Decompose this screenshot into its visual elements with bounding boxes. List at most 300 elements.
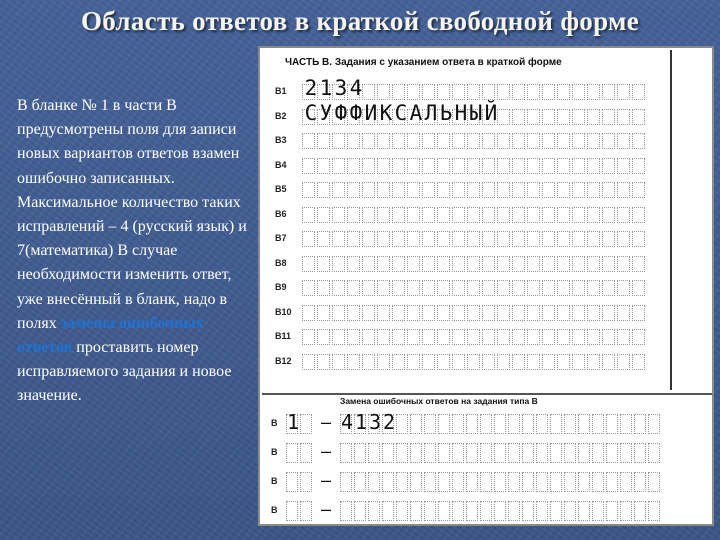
replacement-value-cells (340, 501, 662, 521)
answer-cell (482, 84, 495, 100)
answer-cell (572, 280, 585, 296)
answer-cell (302, 329, 315, 345)
answer-cell (332, 182, 345, 198)
replacement-cell (606, 501, 618, 521)
answer-cell (527, 280, 540, 296)
answer-cell (467, 133, 480, 149)
replacement-cell (466, 501, 478, 521)
replacement-cell (620, 472, 632, 492)
answer-cell (317, 329, 330, 345)
answer-cell (437, 231, 450, 247)
answer-row (260, 156, 665, 178)
task-number-cells (286, 443, 314, 463)
replacement-cell (634, 414, 646, 434)
answer-cell (512, 354, 525, 370)
answer-cell (527, 329, 540, 345)
answer-cell (452, 182, 465, 198)
answer-cells (302, 303, 647, 323)
answer-cell (632, 305, 645, 321)
answer-cell (482, 256, 495, 272)
replacement-cell (452, 414, 464, 434)
answer-cell (437, 305, 450, 321)
replacement-cell (508, 414, 520, 434)
answer-cells (302, 156, 647, 176)
answer-cell (632, 182, 645, 198)
answer-cell (617, 84, 630, 100)
answer-row (260, 131, 665, 153)
answer-cell (422, 305, 435, 321)
answer-row (260, 229, 665, 251)
replacement-cell (424, 472, 436, 492)
replacement-cell (480, 443, 492, 463)
row-label: B4 (275, 159, 287, 170)
replacement-row (260, 468, 710, 498)
replacement-cell (536, 501, 548, 521)
replacement-cell (536, 472, 548, 492)
answer-cell (347, 133, 360, 149)
answer-cell (392, 207, 405, 223)
answer-cell (377, 329, 390, 345)
replacement-cell (438, 414, 450, 434)
answer-cell (632, 207, 645, 223)
answer-cell (317, 256, 330, 272)
answer-cell (527, 109, 540, 125)
answer-cell (332, 256, 345, 272)
answer-cell (542, 354, 555, 370)
answer-cell (497, 182, 510, 198)
text-part-2: проставить номер исправляемого задания и новое значение. (17, 339, 232, 405)
replacement-cell (648, 443, 660, 463)
answer-cell (512, 305, 525, 321)
answer-cell (617, 305, 630, 321)
task-number-cell (300, 472, 312, 492)
answer-cell (497, 305, 510, 321)
answer-cell (497, 256, 510, 272)
answer-cell (422, 231, 435, 247)
replacement-cell (382, 443, 394, 463)
answer-cell (512, 158, 525, 174)
replacement-cell (648, 472, 660, 492)
answer-cell (332, 158, 345, 174)
answer-cell (437, 84, 450, 100)
answer-cell (557, 280, 570, 296)
replacement-cell (606, 414, 618, 434)
answer-cell (482, 231, 495, 247)
answer-cell (542, 182, 555, 198)
answer-cell (437, 158, 450, 174)
answer-cells (302, 278, 647, 298)
answer-cell (302, 182, 315, 198)
answer-cell (332, 354, 345, 370)
answer-cell (587, 133, 600, 149)
task-number-cell (286, 443, 298, 463)
answer-cell (572, 84, 585, 100)
answer-cell (527, 231, 540, 247)
replacement-cell (592, 443, 604, 463)
answer-cell (302, 354, 315, 370)
answer-cell (632, 84, 645, 100)
answer-cell (542, 109, 555, 125)
answer-cell (542, 207, 555, 223)
answer-cells (302, 205, 647, 225)
answer-cell (482, 207, 495, 223)
answer-cell (602, 280, 615, 296)
replacement-cell (382, 472, 394, 492)
replacement-cell (592, 472, 604, 492)
answer-row (260, 352, 665, 374)
replacement-cell (634, 501, 646, 521)
slide-title: Область ответов в краткой свободной форме (81, 6, 639, 36)
answer-cell (377, 354, 390, 370)
answer-cell (452, 231, 465, 247)
answer-cell (557, 158, 570, 174)
answer-cells (302, 229, 647, 249)
answer-cell (317, 158, 330, 174)
replacement-cell (410, 414, 422, 434)
answer-cell (557, 207, 570, 223)
answer-cell (422, 133, 435, 149)
answer-cell (302, 256, 315, 272)
answer-cell (557, 84, 570, 100)
answer-cell (482, 280, 495, 296)
replacement-cell (480, 501, 492, 521)
replacement-cell (354, 501, 366, 521)
answer-row (260, 100, 665, 129)
replacement-row (260, 410, 710, 440)
answer-cell (482, 158, 495, 174)
row-label: B9 (275, 282, 287, 292)
replacement-cell (340, 472, 352, 492)
dash-separator: – (321, 470, 332, 490)
replacement-cell (550, 414, 562, 434)
replacement-cell (522, 414, 534, 434)
answer-cell (587, 207, 600, 223)
answer-cell (602, 256, 615, 272)
answer-cell (347, 207, 360, 223)
answer-cell (392, 329, 405, 345)
answer-cell (317, 305, 330, 321)
answer-cell (467, 280, 480, 296)
answer-cell (347, 305, 360, 321)
row-label: B (271, 418, 278, 428)
replacement-cell (634, 443, 646, 463)
replacement-cell (564, 414, 576, 434)
answer-cell (407, 256, 420, 272)
answer-cells (302, 327, 647, 347)
answer-cell (437, 280, 450, 296)
answer-cell (377, 207, 390, 223)
replacement-cell (438, 443, 450, 463)
answer-row (260, 254, 665, 276)
answer-cells (302, 254, 647, 274)
replacement-cell (340, 501, 352, 521)
answer-cell (302, 280, 315, 296)
answer-cell (392, 231, 405, 247)
task-number-cell (286, 472, 298, 492)
answer-cell (392, 182, 405, 198)
answer-cell (602, 182, 615, 198)
answer-cell (422, 182, 435, 198)
answer-cell (602, 133, 615, 149)
answer-cell (362, 354, 375, 370)
answer-cell (587, 280, 600, 296)
answer-cell (317, 354, 330, 370)
answer-cells (302, 131, 647, 151)
replacement-cell (648, 501, 660, 521)
answer-cell (602, 305, 615, 321)
answer-cell (602, 329, 615, 345)
answer-cell (452, 280, 465, 296)
handwritten-answer: С У Ф Ф И К С А Л Ь Н Ы Й (304, 100, 499, 125)
answer-cell (392, 133, 405, 149)
replacement-cell (578, 472, 590, 492)
replacement-cell (494, 443, 506, 463)
answer-cell (467, 182, 480, 198)
answer-cell (557, 231, 570, 247)
answer-cell (452, 84, 465, 100)
answer-cell (422, 256, 435, 272)
answer-cell (602, 354, 615, 370)
answer-cell (347, 158, 360, 174)
replacement-cell (606, 472, 618, 492)
replacement-cell (354, 443, 366, 463)
answer-cell (362, 256, 375, 272)
answer-cell (482, 133, 495, 149)
answer-cell (602, 84, 615, 100)
answer-cell (527, 305, 540, 321)
replacement-cell (494, 472, 506, 492)
replacement-cell (592, 414, 604, 434)
answer-cell (497, 354, 510, 370)
answer-cell (572, 256, 585, 272)
answer-cell (422, 207, 435, 223)
answer-cell (362, 182, 375, 198)
answer-cell (407, 305, 420, 321)
answer-cell (392, 158, 405, 174)
answer-cell (452, 256, 465, 272)
answer-cell (542, 280, 555, 296)
answer-row (260, 278, 665, 300)
answer-cell (527, 207, 540, 223)
answer-cell (572, 305, 585, 321)
replacement-cell (578, 414, 590, 434)
replacement-cell (648, 414, 660, 434)
answer-cell (407, 280, 420, 296)
answer-row (260, 327, 665, 349)
answer-cell (497, 84, 510, 100)
answer-cell (452, 329, 465, 345)
replacement-row (260, 497, 710, 527)
replacement-cell (424, 443, 436, 463)
answer-cell (302, 207, 315, 223)
replacement-cell (480, 472, 492, 492)
answer-cell (392, 256, 405, 272)
answer-cell (632, 329, 645, 345)
replacement-cell (564, 443, 576, 463)
answer-cell (467, 256, 480, 272)
replacement-header: Замена ошибочных ответов на задания типа В (340, 396, 538, 406)
replacement-cell (550, 501, 562, 521)
answer-row (260, 303, 665, 325)
text-part-1: В бланке № 1 в части В предусмотрены поля для записи новых вариантов ответов взамен ошибочно записанных. Максимальное количество таких исправлений – 4 (русский язык) и 7(математика) В случае необходимости изменить ответ, уже внесённый в бланк, надо в полях (17, 97, 247, 332)
answer-cell (632, 354, 645, 370)
replacement-cell (382, 501, 394, 521)
answer-cell (527, 354, 540, 370)
answer-cell (377, 256, 390, 272)
answer-cell (482, 329, 495, 345)
answer-cell (377, 84, 390, 100)
replacement-cell (620, 443, 632, 463)
answer-cell (302, 158, 315, 174)
replacement-cell (522, 443, 534, 463)
replacement-cell (592, 501, 604, 521)
answer-cell (452, 158, 465, 174)
answer-cell (362, 133, 375, 149)
answer-cell (302, 305, 315, 321)
answer-cell (392, 305, 405, 321)
answer-cell (632, 158, 645, 174)
answer-cell (527, 182, 540, 198)
replacement-cell (578, 443, 590, 463)
replacement-cell (396, 501, 408, 521)
handwritten-answer: 2 1 3 4 (304, 76, 364, 100)
answer-cell (347, 256, 360, 272)
replacement-cell (368, 443, 380, 463)
replacement-cell (452, 472, 464, 492)
highlight-text: замены ошибочных ответов (17, 314, 204, 357)
task-number-cell (300, 414, 312, 434)
answer-cell (377, 182, 390, 198)
replacement-cell (368, 501, 380, 521)
answer-cell (467, 329, 480, 345)
replacement-cell (438, 501, 450, 521)
row-label: B (271, 447, 278, 457)
answer-cell (332, 329, 345, 345)
answer-cell (617, 280, 630, 296)
replacement-cell (466, 414, 478, 434)
answer-cell (437, 207, 450, 223)
answer-cell (422, 158, 435, 174)
answer-cell (542, 329, 555, 345)
answer-cell (452, 354, 465, 370)
answer-row (260, 180, 665, 202)
replacement-cell (536, 443, 548, 463)
answer-cell (512, 84, 525, 100)
answer-cell (557, 354, 570, 370)
answer-cell (587, 84, 600, 100)
answer-cell (377, 133, 390, 149)
answer-cell (572, 158, 585, 174)
answer-cell (632, 280, 645, 296)
answer-cell (512, 182, 525, 198)
answer-cell (437, 182, 450, 198)
replacement-cell (634, 472, 646, 492)
dash-separator: – (321, 441, 332, 461)
answer-cell (377, 231, 390, 247)
replacement-cell (452, 443, 464, 463)
replacement-cell (368, 472, 380, 492)
replacement-cell (396, 472, 408, 492)
answer-cell (467, 207, 480, 223)
handwritten-task-number: 1 (286, 410, 300, 434)
answer-cell (392, 280, 405, 296)
answer-cell (497, 231, 510, 247)
replacement-row (260, 439, 710, 469)
answer-cell (617, 354, 630, 370)
answer-cell (602, 231, 615, 247)
answer-cell (572, 231, 585, 247)
explanation-text (17, 94, 249, 409)
form-header: ЧАСТЬ В. Задания с указанием ответа в краткой форме (285, 57, 562, 68)
row-label: B5 (275, 184, 287, 194)
answer-cell (377, 305, 390, 321)
answer-cell (407, 354, 420, 370)
answer-cell (542, 256, 555, 272)
replacement-cell (438, 472, 450, 492)
answer-cell (617, 231, 630, 247)
answer-cell (497, 280, 510, 296)
answer-cell (482, 182, 495, 198)
answer-cell (497, 158, 510, 174)
replacement-cell (410, 472, 422, 492)
answer-cell (557, 109, 570, 125)
answer-cell (617, 182, 630, 198)
answer-cell (572, 133, 585, 149)
answer-cell (362, 305, 375, 321)
dash-separator: – (321, 499, 332, 519)
answer-cell (617, 207, 630, 223)
answer-cell (407, 158, 420, 174)
answer-cell (362, 280, 375, 296)
answer-cell (542, 84, 555, 100)
answer-cell (407, 329, 420, 345)
answer-cell (317, 231, 330, 247)
replacement-cell (578, 501, 590, 521)
row-label: B6 (275, 208, 287, 219)
section-separator (262, 393, 712, 395)
answer-cell (512, 133, 525, 149)
answer-cell (347, 280, 360, 296)
answer-cell (377, 280, 390, 296)
answer-cell (302, 133, 315, 149)
answer-cell (437, 329, 450, 345)
answer-cell (362, 158, 375, 174)
replacement-value-cells (340, 472, 662, 492)
row-label: B8 (275, 257, 287, 268)
replacement-cell (494, 414, 506, 434)
answer-cell (527, 158, 540, 174)
answer-cell (347, 329, 360, 345)
answer-cell (317, 182, 330, 198)
answer-cell (497, 133, 510, 149)
answer-cell (617, 109, 630, 125)
answer-cell (572, 329, 585, 345)
replacement-cell (410, 501, 422, 521)
answer-cell (512, 329, 525, 345)
answer-cell (362, 329, 375, 345)
answer-cell (332, 280, 345, 296)
answer-cell (302, 231, 315, 247)
replacement-cell (396, 443, 408, 463)
answer-cell (572, 207, 585, 223)
answer-cell (587, 182, 600, 198)
replacement-cell (508, 443, 520, 463)
answer-cell (332, 305, 345, 321)
answer-cell (407, 231, 420, 247)
answer-cell (332, 133, 345, 149)
answer-cell (617, 329, 630, 345)
task-number-cell (286, 501, 298, 521)
